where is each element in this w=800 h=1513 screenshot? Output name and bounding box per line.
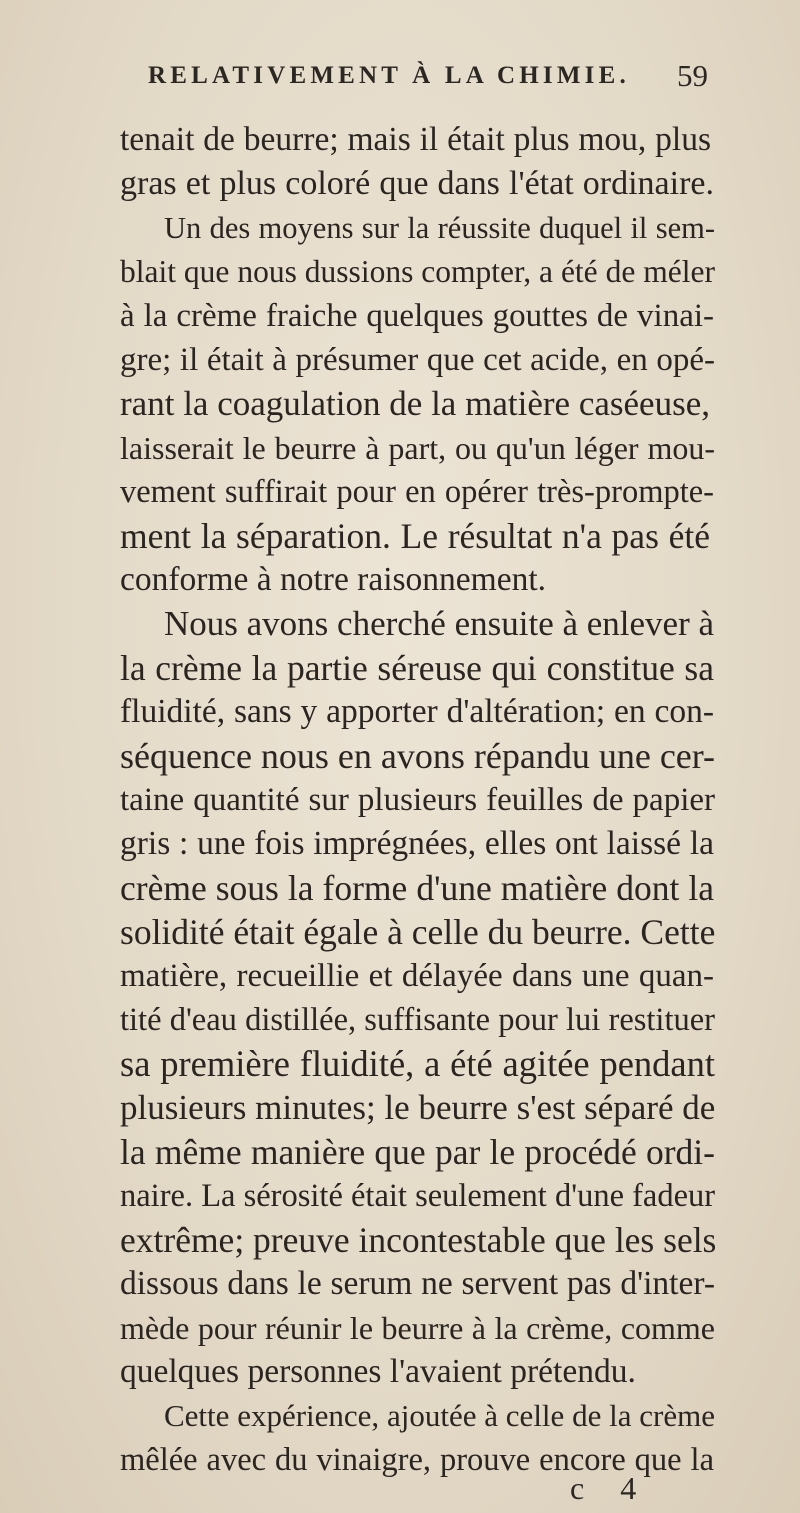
text-line: tenait de beurre; mais il était plus mou, plus bbox=[120, 121, 711, 158]
text-line: gre; il était à présumer que cet acide, en opé- bbox=[120, 342, 715, 378]
text-line: taine quantité sur plusieurs feuilles de papier bbox=[120, 782, 715, 818]
text-line: vement suffirait pour en opérer très-prompte- bbox=[120, 474, 714, 510]
text-line: à la crème fraiche quelques gouttes de vinai- bbox=[120, 298, 714, 334]
text-line: matière, recueillie et délayée dans une quan- bbox=[120, 958, 714, 994]
text-line: crème sous la forme d'une matière dont la bbox=[120, 868, 714, 908]
text-line: fluidité, sans y apporter d'altération; en con- bbox=[120, 693, 714, 730]
text-line: rant la coagulation de la matière caséeuse, bbox=[120, 384, 710, 423]
text-line: séquence nous en avons répandu une cer- bbox=[120, 736, 716, 776]
text-line: blait que nous dussions compter, a été de méler bbox=[120, 254, 715, 289]
text-line: ment la séparation. Le résultat n'a pas été bbox=[120, 516, 710, 556]
text-line: gris : une fois imprégnées, elles ont laissé la bbox=[120, 825, 714, 862]
text-line: mêlée avec du vinaigre, prouve encore que la bbox=[120, 1442, 714, 1478]
running-head bbox=[148, 58, 708, 102]
text-line: la crème la partie séreuse qui constitue sa bbox=[120, 648, 714, 688]
text-line: plusieurs minutes; le beurre s'est séparé de bbox=[120, 1088, 716, 1127]
page-number: 59 bbox=[677, 58, 708, 93]
text-line: Cette expérience, ajoutée à celle de la crème bbox=[164, 1398, 715, 1433]
text-line: quelques personnes l'avaient prétendu. bbox=[120, 1353, 636, 1390]
running-head-title: RELATIVEMENT À LA CHIMIE. bbox=[148, 62, 630, 89]
signature-mark: c 4 bbox=[570, 1470, 651, 1506]
text-line: gras et plus coloré que dans l'état ordinaire. bbox=[120, 165, 714, 202]
text-line: Un des moyens sur la réussite duquel il sem- bbox=[164, 211, 715, 245]
text-line: extrême; preuve incontestable que les sels bbox=[120, 1220, 717, 1260]
text-line: sa première fluidité, a été agitée pendant bbox=[120, 1043, 715, 1084]
text-line: conforme à notre raisonnement. bbox=[120, 561, 547, 598]
text-line: solidité était égale à celle du beurre. Cette bbox=[120, 912, 716, 952]
text-line: laisserait le beurre à part, ou qu'un léger mou- bbox=[120, 430, 715, 466]
text-line: Nous avons cherché ensuite à enlever à bbox=[164, 604, 715, 643]
text-line: la même manière que par le procédé ordi- bbox=[120, 1132, 715, 1172]
text-line: tité d'eau distillée, suffisante pour lui restituer bbox=[120, 1002, 715, 1038]
text-line: dissous dans le serum ne servent pas d'inter- bbox=[120, 1265, 715, 1302]
text-line: naire. La sérosité était seulement d'une fadeur bbox=[120, 1178, 716, 1214]
text-line: mède pour réunir le beurre à la crème, comme bbox=[120, 1310, 715, 1346]
